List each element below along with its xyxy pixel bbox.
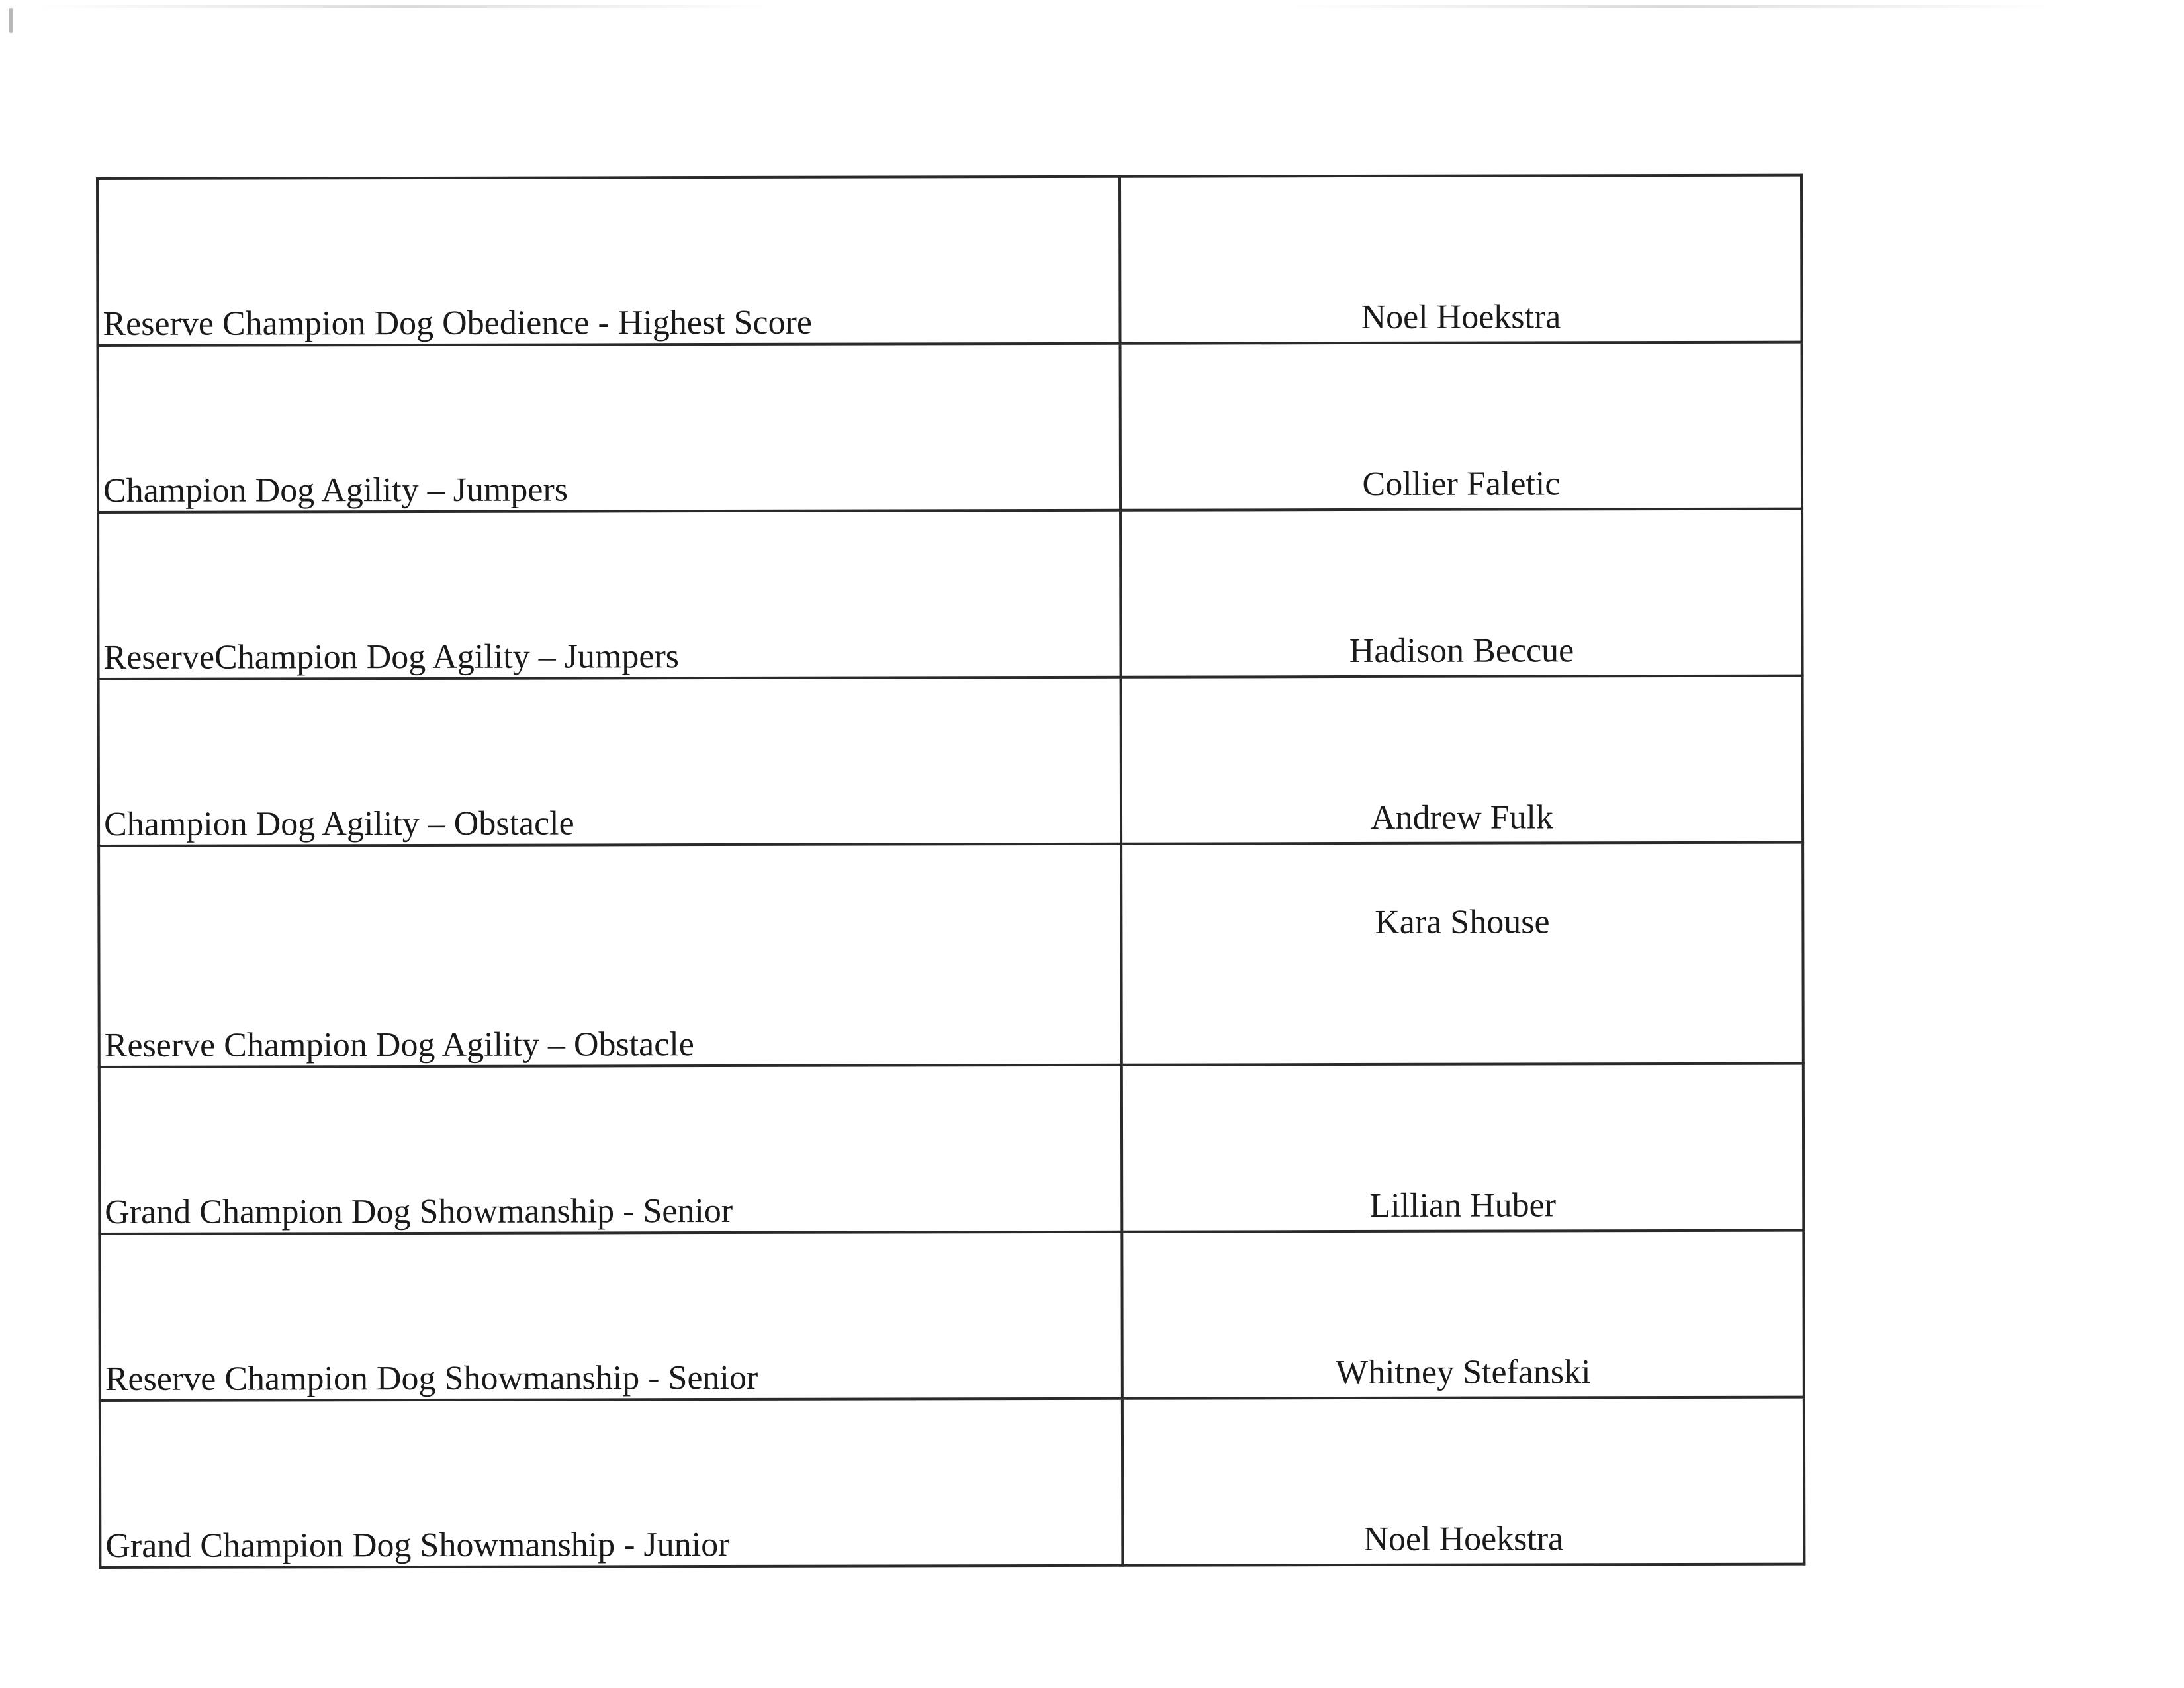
award-name: Reserve Champion Dog Agility – Obstacle xyxy=(104,1025,694,1064)
table-row xyxy=(98,509,1803,679)
winner-name: Hadison Beccue xyxy=(1349,632,1574,671)
award-name: ReserveChampion Dog Agility – Jumpers xyxy=(103,637,680,677)
award-name: Champion Dog Agility – Jumpers xyxy=(103,471,569,510)
winner-cell xyxy=(1122,1231,1804,1399)
award-cell xyxy=(99,1232,1122,1401)
winner-name: Noel Hoekstra xyxy=(1361,298,1561,336)
award-name: Reserve Champion Dog Obedience - Highest Score xyxy=(103,303,813,343)
winner-cell xyxy=(1121,676,1803,844)
award-cell xyxy=(100,1399,1123,1568)
scan-mark xyxy=(9,8,13,33)
award-cell xyxy=(97,177,1120,346)
winner-cell xyxy=(1121,843,1803,1065)
winner-name: Noel Hoekstra xyxy=(1363,1520,1564,1558)
award-cell xyxy=(99,677,1122,846)
award-cell xyxy=(98,510,1121,679)
table-row xyxy=(99,676,1803,846)
winner-cell xyxy=(1120,342,1803,510)
table-row xyxy=(97,175,1802,346)
winner-name: Lillian Huber xyxy=(1369,1186,1557,1225)
winner-name: Andrew Fulk xyxy=(1371,798,1554,837)
award-name: Reserve Champion Dog Showmanship - Senior xyxy=(105,1358,758,1398)
awards-table xyxy=(96,174,1805,1569)
scan-edge-top-left xyxy=(40,5,768,8)
table-row xyxy=(99,843,1803,1067)
scan-edge-top-right xyxy=(1291,5,2052,8)
table-row xyxy=(99,1064,1804,1234)
award-name: Grand Champion Dog Showmanship - Senior xyxy=(105,1192,733,1231)
award-name: Champion Dog Agility – Obstacle xyxy=(103,804,574,843)
winner-cell xyxy=(1120,175,1802,344)
award-cell xyxy=(99,1065,1122,1234)
winner-name: Collier Faletic xyxy=(1362,465,1561,503)
winner-cell xyxy=(1120,509,1803,677)
award-cell xyxy=(99,844,1122,1067)
winner-name: Kara Shouse xyxy=(1375,903,1550,941)
table-row xyxy=(100,1397,1805,1568)
table-row xyxy=(99,1231,1804,1401)
winner-name: Whitney Stefanski xyxy=(1335,1353,1591,1392)
table-row xyxy=(98,342,1803,512)
winner-cell xyxy=(1122,1397,1805,1566)
award-name: Grand Champion Dog Showmanship - Junior xyxy=(105,1525,730,1565)
award-cell xyxy=(98,344,1121,512)
winner-cell xyxy=(1122,1064,1804,1232)
